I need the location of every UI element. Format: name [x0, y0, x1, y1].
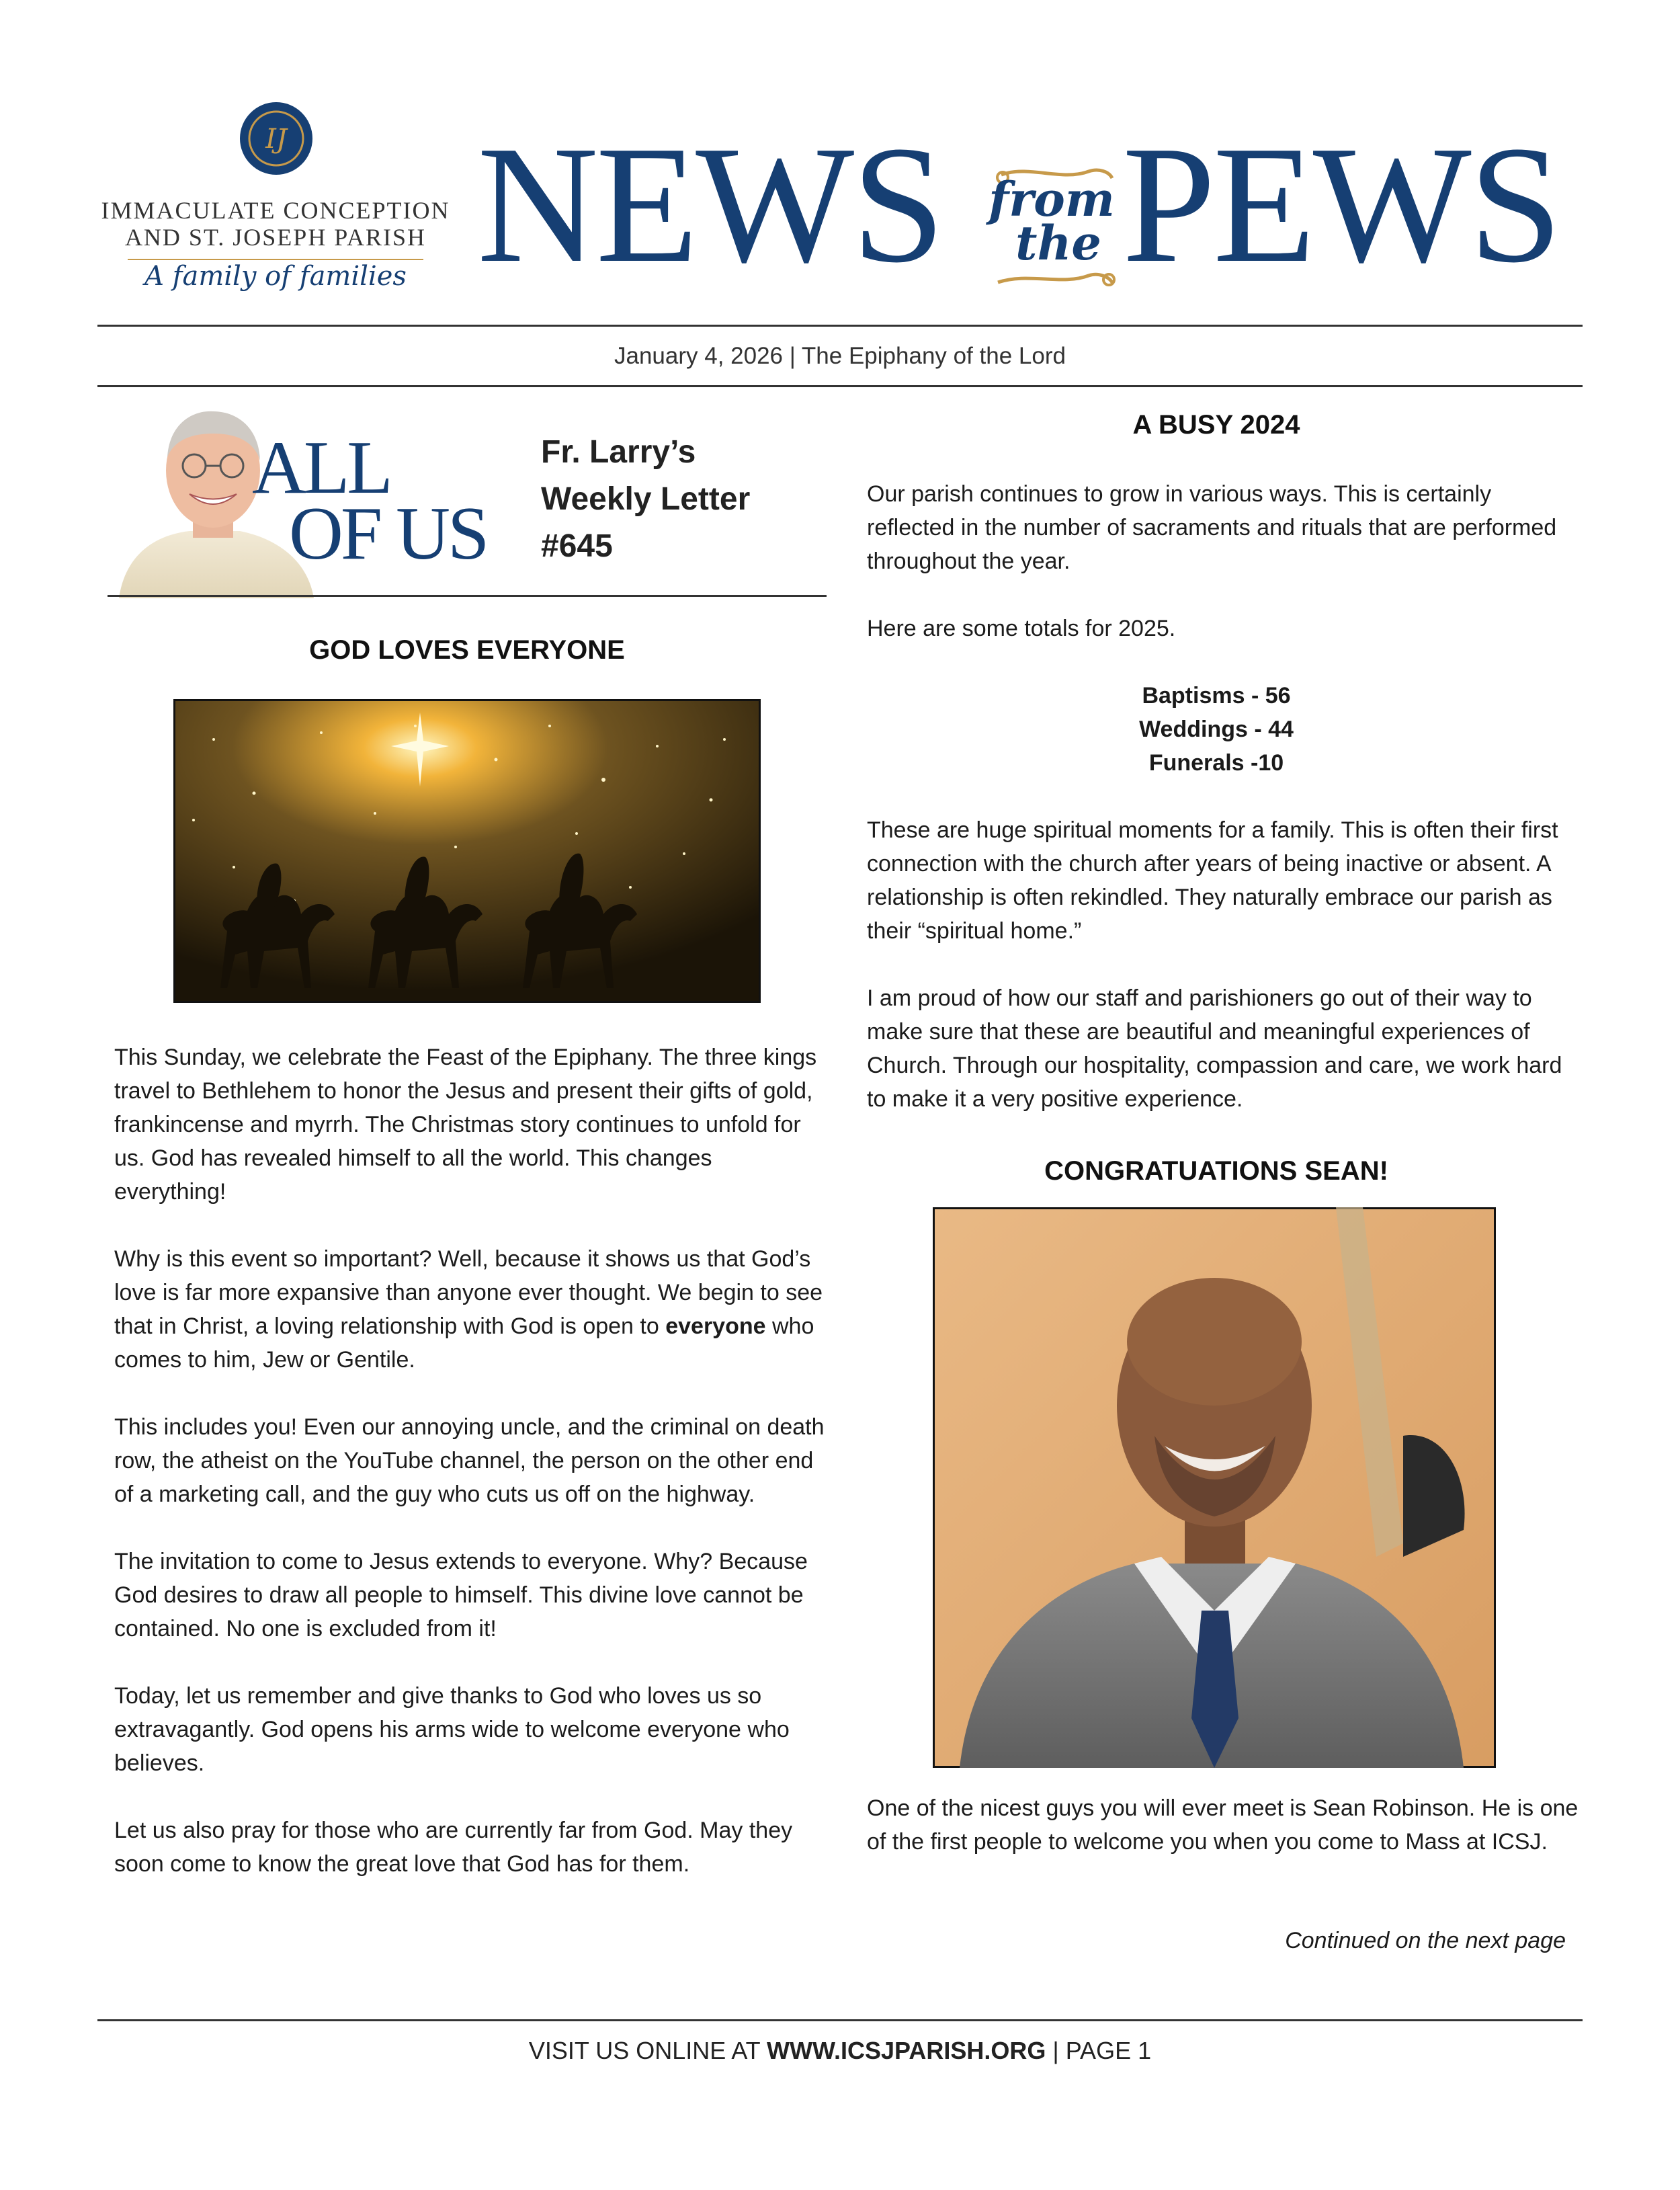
masthead-title-news: NEWS [477, 112, 943, 298]
sacrament-totals [867, 679, 1566, 780]
total-weddings: Weddings - 44 [1139, 717, 1294, 742]
all-of-us-brand-line2: OF US [289, 492, 487, 575]
paragraph: These are huge spiritual moments for a family. This is often their first connection with the church after years of being inactive or absent. A relationship is often rekindled. They naturally embrace our parish as their “spiritual home.” [867, 817, 1558, 944]
section-title-god-loves-everyone: GOD LOVES EVERYONE [309, 635, 625, 665]
parish-name-line1: IMMACULATE CONCEPTION [101, 197, 450, 224]
issue-dateline: January 4, 2026 | The Epiphany of the Lord [614, 343, 1066, 369]
paragraph: Today, let us remember and give thanks to God who loves us so extravagantly. God opens his arms wide to welcome everyone who believes. [114, 1683, 790, 1776]
right-column-body-intro [867, 477, 1572, 679]
footer-divider [97, 2019, 1583, 2021]
letter-title-line1: Fr. Larry’s [541, 434, 696, 470]
right-column-body-sean [867, 1791, 1579, 1892]
parish-name-line2: AND ST. JOSEPH PARISH [124, 224, 427, 251]
paragraph: This Sunday, we celebrate the Feast of the Epiphany. The three kings travel to Bethlehem to honor the Jesus and present their gifts of gold, frankincense and myrrh. The Christmas story continues to unfold for us. God has revealed himself to all the world. This changes everything! [114, 1045, 817, 1205]
paragraph: The invitation to come to Jesus extends to everyone. Why? Because God desires to draw all people to himself. This divine love cannot be contained. No one is excluded from it! [114, 1549, 808, 1641]
footer-prefix: VISIT US ONLINE AT [528, 2037, 767, 2064]
paragraph: One of the nicest guys you will ever meet is Sean Robinson. He is one of the first people to welcome you when you come to Mass at ICSJ. [867, 1795, 1579, 1855]
section-title-a-busy-2024: A BUSY 2024 [1132, 410, 1300, 440]
paragraph: Our parish continues to grow in various ways. This is certainly reflected in the number of sacraments and rituals that are performed throughout the year. [867, 481, 1557, 574]
website-link[interactable]: WWW.ICSJPARISH.ORG [767, 2037, 1046, 2064]
paragraph: Here are some totals for 2025. [867, 616, 1176, 641]
seal-monogram: IJ [265, 124, 287, 155]
sean-robinson-portrait-image [933, 1207, 1496, 1768]
left-column-body [114, 1041, 827, 1914]
paragraph: I am proud of how our staff and parishioners go out of their way to make sure that these are beautiful and meaningful experiences of Church. Through our hospitality, compassion and care, we work hard to make it a very positive experience. [867, 985, 1562, 1112]
page-footer [97, 2037, 1583, 2065]
parish-seal-logo [239, 101, 314, 176]
dateline-divider [97, 385, 1583, 387]
continued-notice: Continued on the next page [1285, 1928, 1566, 1953]
paragraph [114, 1242, 827, 1377]
three-kings-camels-image [173, 699, 761, 1003]
emphasis-text: everyone [665, 1313, 766, 1339]
tagline-divider [128, 259, 423, 260]
paragraph-text: who comes to him, Jew or Gentile. [114, 1313, 814, 1373]
masthead-title-the: the [1015, 215, 1101, 271]
paragraph-text: Why is this event so important? Well, because it shows us that God’s love is far more expansive than anyone ever thought. We begin to see that in Christ, a loving relationship with God is open to [114, 1246, 823, 1339]
masthead-title-from: from [989, 171, 1115, 227]
parish-tagline: A family of families [144, 261, 407, 292]
paragraph: This includes you! Even our annoying uncle, and the criminal on death row, the atheist on the YouTube channel, the person on the other end of a marketing call, and the guy who cuts us off on the highway. [114, 1414, 825, 1507]
paragraph: Let us also pray for those who are currently far from God. May they soon come to know the great love that God has for them. [114, 1818, 793, 1877]
all-of-us-brand-line1: ALL [252, 426, 390, 510]
letter-number: #645 [541, 528, 613, 564]
masthead-title-pews: PEWS [1122, 112, 1560, 298]
letter-header-divider [108, 595, 827, 597]
masthead-divider [97, 325, 1583, 327]
total-baptisms: Baptisms - 56 [1142, 683, 1291, 708]
page-number: | PAGE 1 [1046, 2037, 1152, 2064]
section-title-congratulations-sean: CONGRATUATIONS SEAN! [1044, 1156, 1388, 1186]
right-column-body-middle [867, 813, 1572, 1149]
total-funerals: Funerals -10 [1148, 750, 1284, 776]
letter-title-line2: Weekly Letter [541, 481, 751, 517]
